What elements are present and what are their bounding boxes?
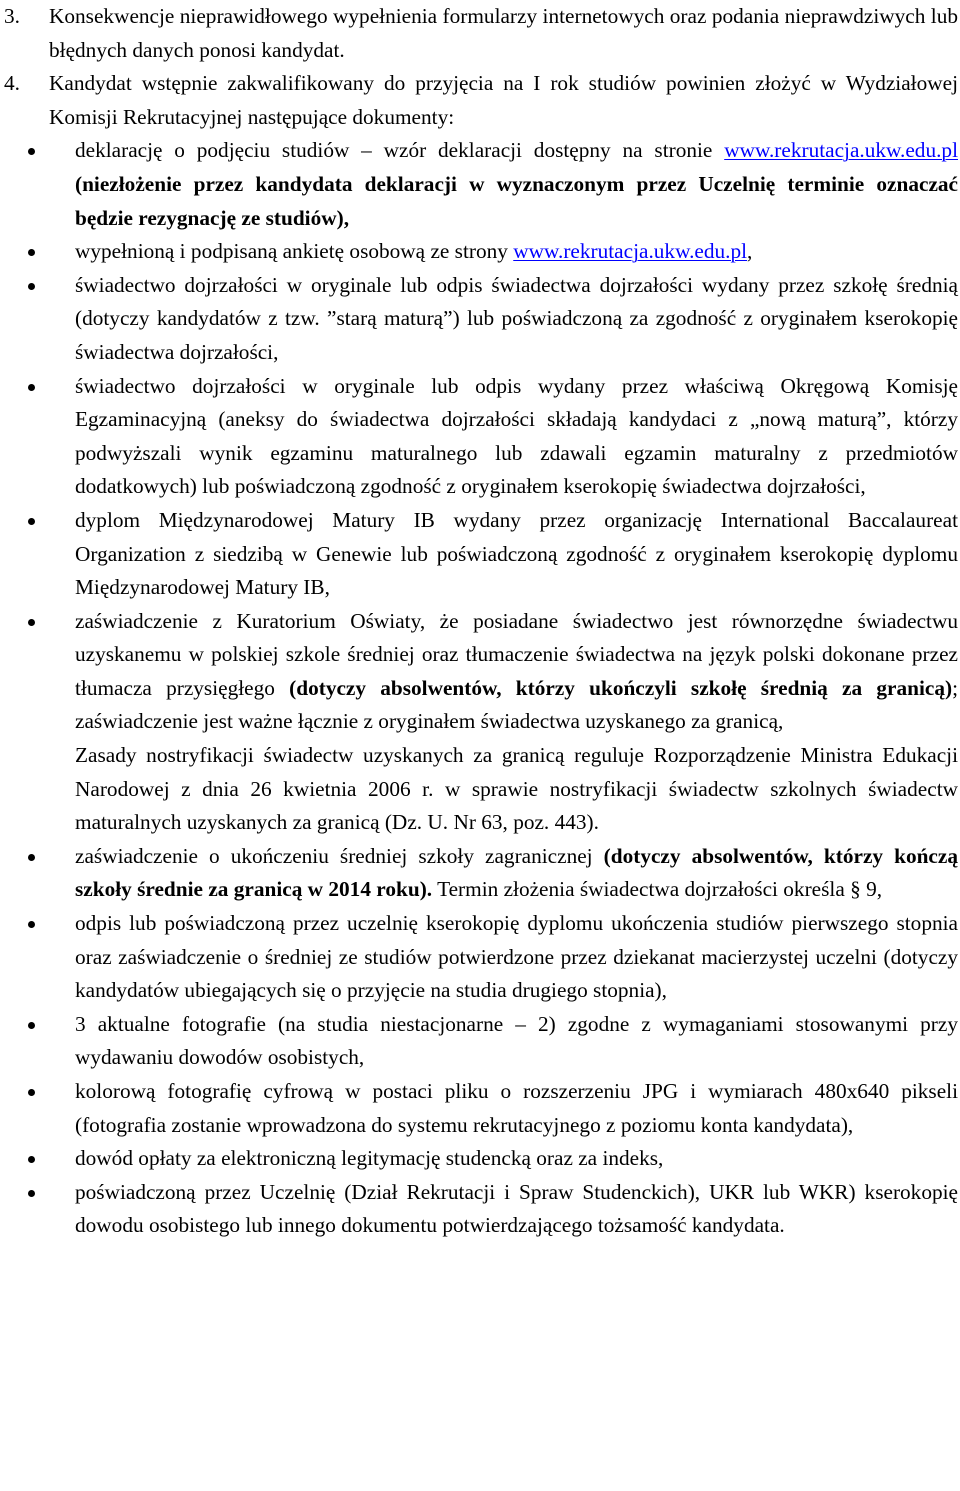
list-item-declaration: [0, 134, 958, 235]
list-item-text: Zasady nostryfikacji świadectw uzyskanych za granicą reguluje Rozporządzenie Ministra Edukacji Narodowej z dnia 26 kwietnia 2006 r. w sprawie nostryfikacji świadectw szkolnych świadectw maturalnych uzyskanych za granicą (Dz. U. Nr 63, poz. 443).: [75, 743, 958, 835]
list-item-digital-photo: [0, 1075, 958, 1142]
item-text: Kandydat wstępnie zakwalifikowany do przyjęcia na I rok studiów powinien złożyć w Wydziałowej Komisji Rekrutacyjnej następujące dokumenty:: [49, 71, 958, 129]
list-item-old-matura-certificate: [0, 269, 958, 370]
bullet-icon: [28, 1190, 35, 1197]
list-item-text: zaświadczenie o ukończeniu średniej szkoły zagranicznej: [75, 843, 604, 868]
list-item-ib-diploma: [0, 504, 958, 605]
list-item-text-end: ; zaświadczenie jest ważne łącznie z oryginałem świadectwa uzyskanego za granicą,: [75, 675, 958, 734]
list-item-photos: [0, 1008, 958, 1075]
rekrutacja-link[interactable]: www.rekrutacja.ukw.edu.pl: [724, 138, 958, 163]
list-item-foreign-school-certificate: [0, 840, 958, 907]
item-number: 4.: [4, 71, 20, 96]
bullet-icon: [28, 1156, 35, 1163]
bullet-icon: [28, 1022, 35, 1029]
list-item-text: 3 aktualne fotografie (na studia niestacjonarne – 2) zgodne z wymaganiami stosowanymi przy wydawaniu dowodów osobistych,: [75, 1011, 958, 1070]
bullet-icon: [28, 518, 35, 525]
list-note-nostrification: [0, 739, 958, 840]
list-item-text: zaświadczenie z Kuratorium Oświaty, że posiadane świadectwo jest równorzędne świadectwu uzyskanemu w polskiej szkole średniej oraz tłumaczenie świadectwa na język polski dokonane przez tłumacza przysięgłego: [75, 608, 958, 700]
bullet-icon: [28, 283, 35, 290]
list-item-payment-proof: [0, 1142, 958, 1176]
list-item-text: deklarację o podjęciu studiów – wzór deklaracji dostępny na stronie: [75, 138, 725, 163]
list-item-kuratorium-certificate: [0, 605, 958, 739]
list-item-bold-text: (dotyczy absolwentów, którzy kończą szkoły średnie za granicą w 2014 roku).: [75, 843, 958, 902]
bullet-icon: [28, 148, 35, 155]
list-item-text: świadectwo dojrzałości w oryginale lub odpis wydany przez właściwą Okręgową Komisję Egzaminacyjną (aneksy do świadectwa dojrzałości składają kandydaci z „nową maturą”, którzy podwyższali wynik egzaminu maturalnego lub zdawali egzamin maturalny z przedmiotów dodatkowych) lub poświadczoną zgodność z oryginałem kserokopię świadectwa dojrzałości,: [75, 373, 958, 499]
list-item-text: dowód opłaty za elektroniczną legitymację studencką oraz za indeks,: [75, 1146, 664, 1171]
item-text: Konsekwencje nieprawidłowego wypełnienia formularzy internetowych oraz podania nieprawdziwych lub błędnych danych ponosi kandydat.: [49, 4, 958, 62]
bullet-icon: [28, 384, 35, 391]
bullet-icon: [28, 619, 35, 626]
item-number: 3.: [4, 4, 20, 28]
list-item-id-copy: [0, 1176, 958, 1243]
bullet-icon: [28, 1089, 35, 1096]
list-item-text: dyplom Międzynarodowej Matury IB wydany przez organizację International Baccalaureat Organization z siedzibą w Genewie lub poświadczoną zgodność z oryginałem kserokopię dyplomu Międzynarodowej Matury IB,: [75, 507, 958, 600]
list-item-bold-text: (dotyczy absolwentów, którzy ukończyli szkołę średnią za granicą): [289, 675, 953, 700]
list-item-survey: [0, 235, 958, 269]
documents-list: [0, 134, 958, 1243]
list-item-first-degree-diploma: [0, 907, 958, 1008]
bullet-icon: [28, 854, 35, 861]
bullet-icon: [28, 249, 35, 256]
list-item-text-end: ,: [747, 239, 753, 264]
list-item-text: kolorową fotografię cyfrową w postaci pliku o rozszerzeniu JPG i wymiarach 480x640 pikseli (fotografia zostanie wprowadzona do systemu rekrutacyjnego z poziomu konta kandydata),: [75, 1079, 958, 1137]
list-item-new-matura-certificate: [0, 370, 958, 504]
numbered-item-4: [0, 67, 958, 134]
numbered-item-3: [0, 0, 958, 67]
list-item-text-end: Termin złożenia świadectwa dojrzałości określa § 9,: [432, 877, 883, 902]
rekrutacja-link[interactable]: www.rekrutacja.ukw.edu.pl: [513, 239, 748, 264]
list-item-text: poświadczoną przez Uczelnię (Dział Rekrutacji i Spraw Studenckich), UKR lub WKR) kserokopię dowodu osobistego lub innego dokumentu potwierdzającego tożsamość kandydata.: [75, 1179, 958, 1238]
list-item-text: świadectwo dojrzałości w oryginale lub odpis świadectwa dojrzałości wydany przez szkołę średnią (dotyczy kandydatów z tzw. ”starą maturą”) lub poświadczoną za zgodność z oryginałem kserokopię świadectwa dojrzałości,: [75, 272, 958, 364]
list-item-text: wypełnioną i podpisaną ankietę osobową ze strony: [75, 239, 514, 264]
list-item-text: odpis lub poświadczoną przez uczelnię kserokopię dyplomu ukończenia studiów pierwszego stopnia oraz zaświadczenie o średniej ze studiów potwierdzone przez dziekanat macierzystej uczelni (dotyczy kandydatów ubiegających się o przyjęcie na studia drugiego stopnia),: [75, 911, 958, 1003]
list-item-bold-text: (niezłożenie przez kandydata deklaracji w wyznaczonym przez Uczelnię terminie oznaczać będzie rezygnację ze studiów),: [75, 171, 958, 230]
bullet-icon: [28, 921, 35, 928]
